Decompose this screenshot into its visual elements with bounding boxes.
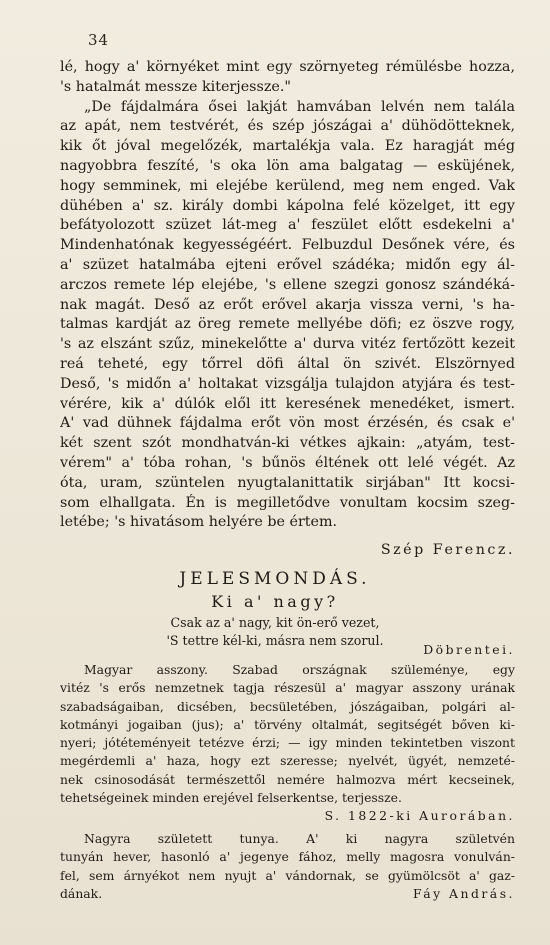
main-text-line: két szent szót mondhatván-ki vétkes ajkain: „atyám, test-: [60, 435, 515, 452]
main-text: [60, 58, 515, 533]
verse-line-2: 'S tettre kél-ki, másra nem szorul.: [166, 633, 384, 648]
small-par2-line: Nagyra született tunya. A' ki nagyra születvén: [84, 831, 515, 846]
signature-dobrentei: Döbrentei.: [423, 642, 515, 657]
main-text-line: lé, hogy a' környéket mint egy szörnyeteg rémülésbe hozza,: [60, 59, 515, 75]
main-text-line: arczos remete lép elejébe, 's ellene szegzi gonosz szándéká-: [60, 276, 515, 293]
main-text-line: som elhallgata. Én is megilletődve vonultam kocsim szeg-: [60, 494, 515, 511]
signature-2-wrap: [60, 641, 515, 659]
main-text-line: vérére, kik a' dúlók elől itt keresének menedéket, ismert.: [60, 395, 515, 412]
signature-szep-ferencz: Szép Ferencz.: [380, 542, 515, 558]
verse-line-1: Csak az a' nagy, kit ön-erő vezet,: [170, 615, 380, 630]
main-text-line: vérem" a' tóba rohan, 's bűnös éltének ott lelé végét. Az: [60, 454, 515, 471]
main-text-line: a' szüzet hatalmába ejteni erővel szádéka; midőn egy ál-: [60, 256, 515, 273]
main-text-line: Mindenhatónak kegyességéért. Felbuzdul Desőnek vére, és: [60, 237, 515, 254]
main-text-line: befátyolozott szüzet lát-meg a' feszület előtt esdekelni a': [60, 217, 515, 234]
small-par2-line: tunyán hever, hasonló a' jegenye fához, melly magosra vonulván-: [60, 849, 515, 865]
small-par1-line: Magyar asszony. Szabad országnak szüleménye, egy: [84, 662, 515, 677]
main-text-line: óta, uram, szüntelen nyugtalanittatik sirjában" Itt kocsi-: [60, 474, 515, 491]
small-par1-line: nek csinosodását természettől nemére halmozva mért kecseinek,: [60, 771, 515, 787]
small-par2-line: dának.: [60, 885, 103, 901]
main-text-line: Deső, 's midőn a' holtakat vizsgálja tulajdon atyjára és test-: [60, 375, 515, 392]
main-text-line: talmas kardját az öreg remete mellyébe döfi; ez öszve rogy,: [60, 316, 515, 333]
signature-3-wrap: [60, 885, 515, 903]
paragraph-magyar-asszony: [60, 661, 515, 807]
main-text-line: „De fájdalmára ősei lakját hamvában lelvén nem talála: [84, 98, 515, 115]
main-text-line: nagyobbra feszíté, 's oka lön ama balgatag — esküjének,: [60, 157, 515, 174]
signature-1-wrap: [60, 541, 515, 561]
main-text-line: 's az elszánt szűz, minekelőtte a' durva vitéz fertőzött kezeit: [60, 336, 515, 353]
small-par1-line: megérdemli a' haza, hogy ezt szeresse; nyelvét, ügyét, nemzeté-: [60, 753, 515, 769]
main-text-line: 's hatalmát messze kiterjessze.": [60, 78, 291, 95]
page-number: 34: [88, 31, 110, 49]
section-subtitle: Ki a' nagy?: [211, 592, 339, 611]
main-text-line: az apát, nem testvérét, és szép jószágai a' dühödötteknek,: [60, 118, 515, 135]
main-text-line: dühében a' sz. király dombi kápolna felé közelget, itt egy: [60, 197, 515, 214]
signature-fay-andras: Fáy András.: [412, 886, 515, 901]
source-wrap: [60, 807, 515, 825]
main-text-line: nak magát. Deső az erőt erővel akarja vissza verni, 's ha-: [60, 296, 515, 313]
small-par2-line: fel, sem árnyékot nem nyujt a' vándornak, se gyümölcsöt a' gaz-: [60, 867, 515, 883]
main-text-line: reá teheté, egy tőrrel döfi által ön szivét. Elszörnyed: [60, 355, 515, 372]
small-par1-line: kotmányi jogaiban (jus); a' törvény oltalmát, segitségét bőven ki-: [60, 716, 515, 732]
main-text-line: hogy semminek, mi elejébe kerülend, meg nem enged. Vak: [60, 177, 515, 194]
small-par1-line: vitéz 's erős nemzetnek tagja részesül a' magyar asszony urának: [60, 680, 515, 696]
small-par1-line: szabadságaiban, dicsében, becsületében, jószágaiban, polgári al-: [60, 698, 515, 714]
main-text-line: letébe; 's hivatásom helyére be értem.: [60, 514, 338, 531]
main-text-line: kik őt jóval megelőzék, martalékja vala. Ez haragját még: [60, 138, 515, 155]
section-title: JELESMONDÁS.: [179, 569, 371, 589]
small-par1-line: tehetségeinek minden erejével felserkentse, terjessze.: [60, 790, 402, 806]
small-par1-line: nyeri; jótéteményeit tetézve érzi; — igy minden tekintetben viszont: [60, 735, 515, 751]
main-text-line: A' vad dühnek fájdalma erőt vön most érzésén, és csak e': [60, 415, 515, 432]
source-aurora: S. 1822-ki Aurorában.: [324, 808, 515, 823]
